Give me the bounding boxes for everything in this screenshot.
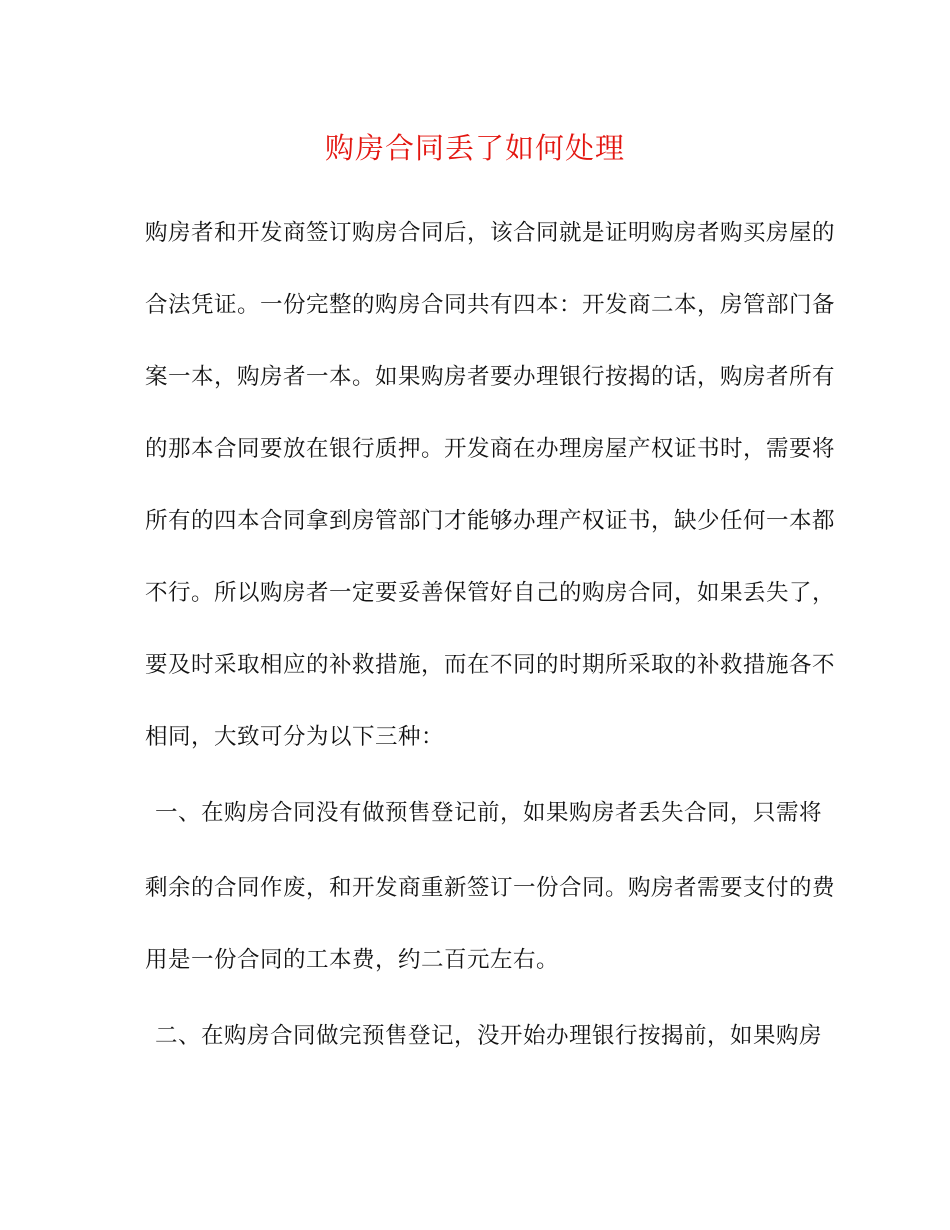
paragraph-line: 所有的四本合同拿到房管部门才能够办理产权证书，缺少任何一本都 xyxy=(145,508,836,534)
document-title: 购房合同丢了如何处理 xyxy=(324,131,625,165)
paragraph-line: 的那本合同要放在银行质押。开发商在办理房屋产权证书时，需要将 xyxy=(145,436,836,462)
paragraph-line: 相同，大致可分为以下三种： xyxy=(145,724,445,750)
paragraph-line: 一、在购房合同没有做预售登记前，如果购房者丢失合同，只需将 xyxy=(155,800,823,826)
paragraph-line: 合法凭证。一份完整的购房合同共有四本：开发商二本，房管部门备 xyxy=(145,292,836,318)
paragraph-line: 案一本，购房者一本。如果购房者要办理银行按揭的话，购房者所有 xyxy=(145,364,836,390)
paragraph-line: 要及时采取相应的补救措施，而在不同的时期所采取的补救措施各不 xyxy=(145,652,836,678)
paragraph-line: 不行。所以购房者一定要妥善保管好自己的购房合同，如果丢失了， xyxy=(145,580,836,606)
paragraph-line: 剩余的合同作废，和开发商重新签订一份合同。购房者需要支付的费 xyxy=(145,875,836,901)
paragraph-line: 二、在购房合同做完预售登记，没开始办理银行按揭前，如果购房 xyxy=(155,1023,823,1049)
paragraph-line: 用是一份合同的工本费，约二百元左右。 xyxy=(145,947,560,973)
paragraph-line: 购房者和开发商签订购房合同后，该合同就是证明购房者购买房屋的 xyxy=(145,220,836,246)
